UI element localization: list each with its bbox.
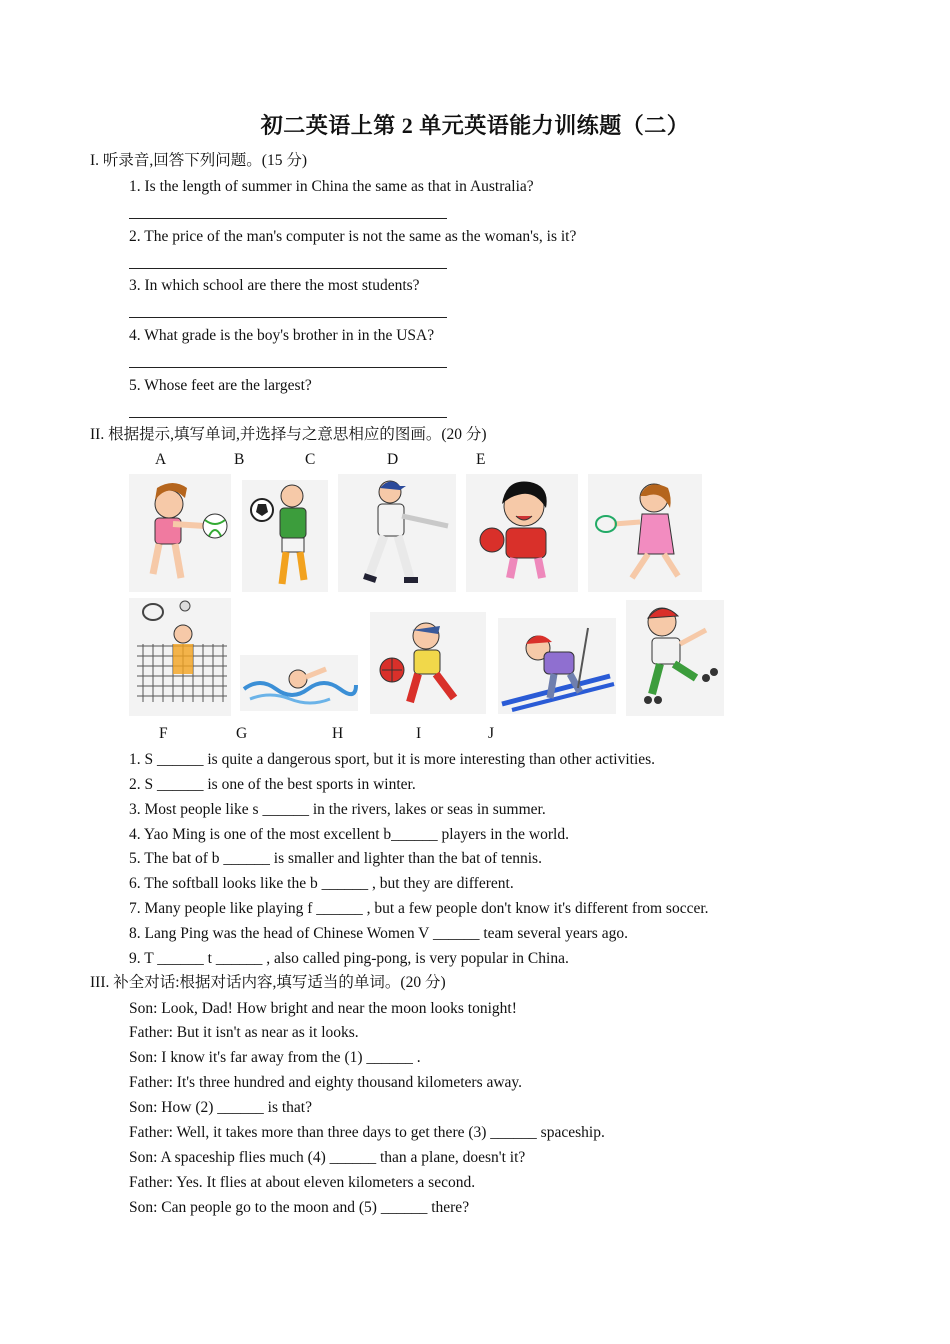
dialogue-line-4: Father: It's three hundred and eighty thousand kilometers away.	[129, 1074, 523, 1091]
section-3-heading: III. 补全对话:根据对话内容,填写适当的单词。(20 分)	[90, 974, 446, 991]
sentence-5: 5. The bat of b ______ is smaller and lighter than the bat of tennis.	[129, 850, 542, 867]
tennis-net-player-picture	[129, 598, 231, 716]
sentence-6: 6. The softball looks like the b ______ , but they are different.	[129, 875, 514, 892]
picture-label-g: G	[236, 725, 248, 742]
answer-line-2[interactable]	[129, 268, 447, 269]
question-1: 1. Is the length of summer in China the same as that in Australia?	[129, 178, 534, 195]
roller-skater-picture	[626, 600, 724, 716]
dialogue-line-6: Father: Well, it takes more than three days to get there (3) ______ spaceship.	[129, 1124, 605, 1141]
picture-label-c: C	[305, 451, 316, 468]
question-2: 2. The price of the man's computer is not the same as the woman's, is it?	[129, 228, 577, 245]
skier-picture	[498, 618, 616, 714]
picture-label-f: F	[159, 725, 168, 742]
dialogue-line-3: Son: I know it's far away from the (1) ______ .	[129, 1049, 421, 1066]
question-4: 4. What grade is the boy's brother in in the USA?	[129, 327, 435, 344]
dialogue-line-1: Son: Look, Dad! How bright and near the moon looks tonight!	[129, 1000, 517, 1017]
picture-label-i: I	[416, 725, 422, 742]
question-3: 3. In which school are there the most students?	[129, 277, 420, 294]
sentence-3: 3. Most people like s ______ in the rivers, lakes or seas in summer.	[129, 801, 546, 818]
dialogue-line-2: Father: But it isn't as near as it looks.	[129, 1024, 359, 1041]
dialogue-line-9: Son: Can people go to the moon and (5) ______ there?	[129, 1199, 470, 1216]
basketball-boy-picture	[370, 612, 486, 714]
baseball-batter-picture	[338, 474, 456, 592]
question-5: 5. Whose feet are the largest?	[129, 377, 312, 394]
sentence-7: 7. Many people like playing f ______ , but a few people don't know it's different from soccer.	[129, 900, 709, 917]
sentence-2: 2. S ______ is one of the best sports in winter.	[129, 776, 416, 793]
picture-label-j: J	[488, 725, 495, 742]
answer-line-4[interactable]	[129, 367, 447, 368]
sentence-4: 4. Yao Ming is one of the most excellent b______ players in the world.	[129, 826, 569, 843]
section-2-heading: II. 根据提示,填写单词,并选择与之意思相应的图画。(20 分)	[90, 426, 487, 443]
swimmer-picture	[240, 655, 358, 711]
answer-line-3[interactable]	[129, 317, 447, 318]
volleyball-girl-picture	[129, 474, 231, 592]
answer-line-1[interactable]	[129, 218, 447, 219]
dialogue-line-5: Son: How (2) ______ is that?	[129, 1099, 312, 1116]
dialogue-line-7: Son: A spaceship flies much (4) ______ than a plane, doesn't it?	[129, 1149, 526, 1166]
picture-label-h: H	[332, 725, 344, 742]
dialogue-line-8: Father: Yes. It flies at about eleven kilometers a second.	[129, 1174, 476, 1191]
sentence-8: 8. Lang Ping was the head of Chinese Women V ______ team several years ago.	[129, 925, 628, 942]
picture-label-e: E	[476, 451, 486, 468]
picture-label-d: D	[387, 451, 399, 468]
section-1-heading: I. 听录音,回答下列问题。(15 分)	[90, 152, 307, 169]
sentence-1: 1. S ______ is quite a dangerous sport, but it is more interesting than other activities.	[129, 751, 656, 768]
picture-label-b: B	[234, 451, 245, 468]
page-title: 初二英语上第 2 单元英语能力训练题（二）	[260, 113, 690, 138]
answer-line-5[interactable]	[129, 417, 447, 418]
picture-label-a: A	[155, 451, 167, 468]
soccer-player-picture	[242, 480, 328, 592]
badminton-girl-picture	[588, 474, 702, 592]
sentence-9: 9. T ______ t ______ , also called ping-pong, is very popular in China.	[129, 950, 569, 967]
ping-pong-player-picture	[466, 474, 578, 592]
